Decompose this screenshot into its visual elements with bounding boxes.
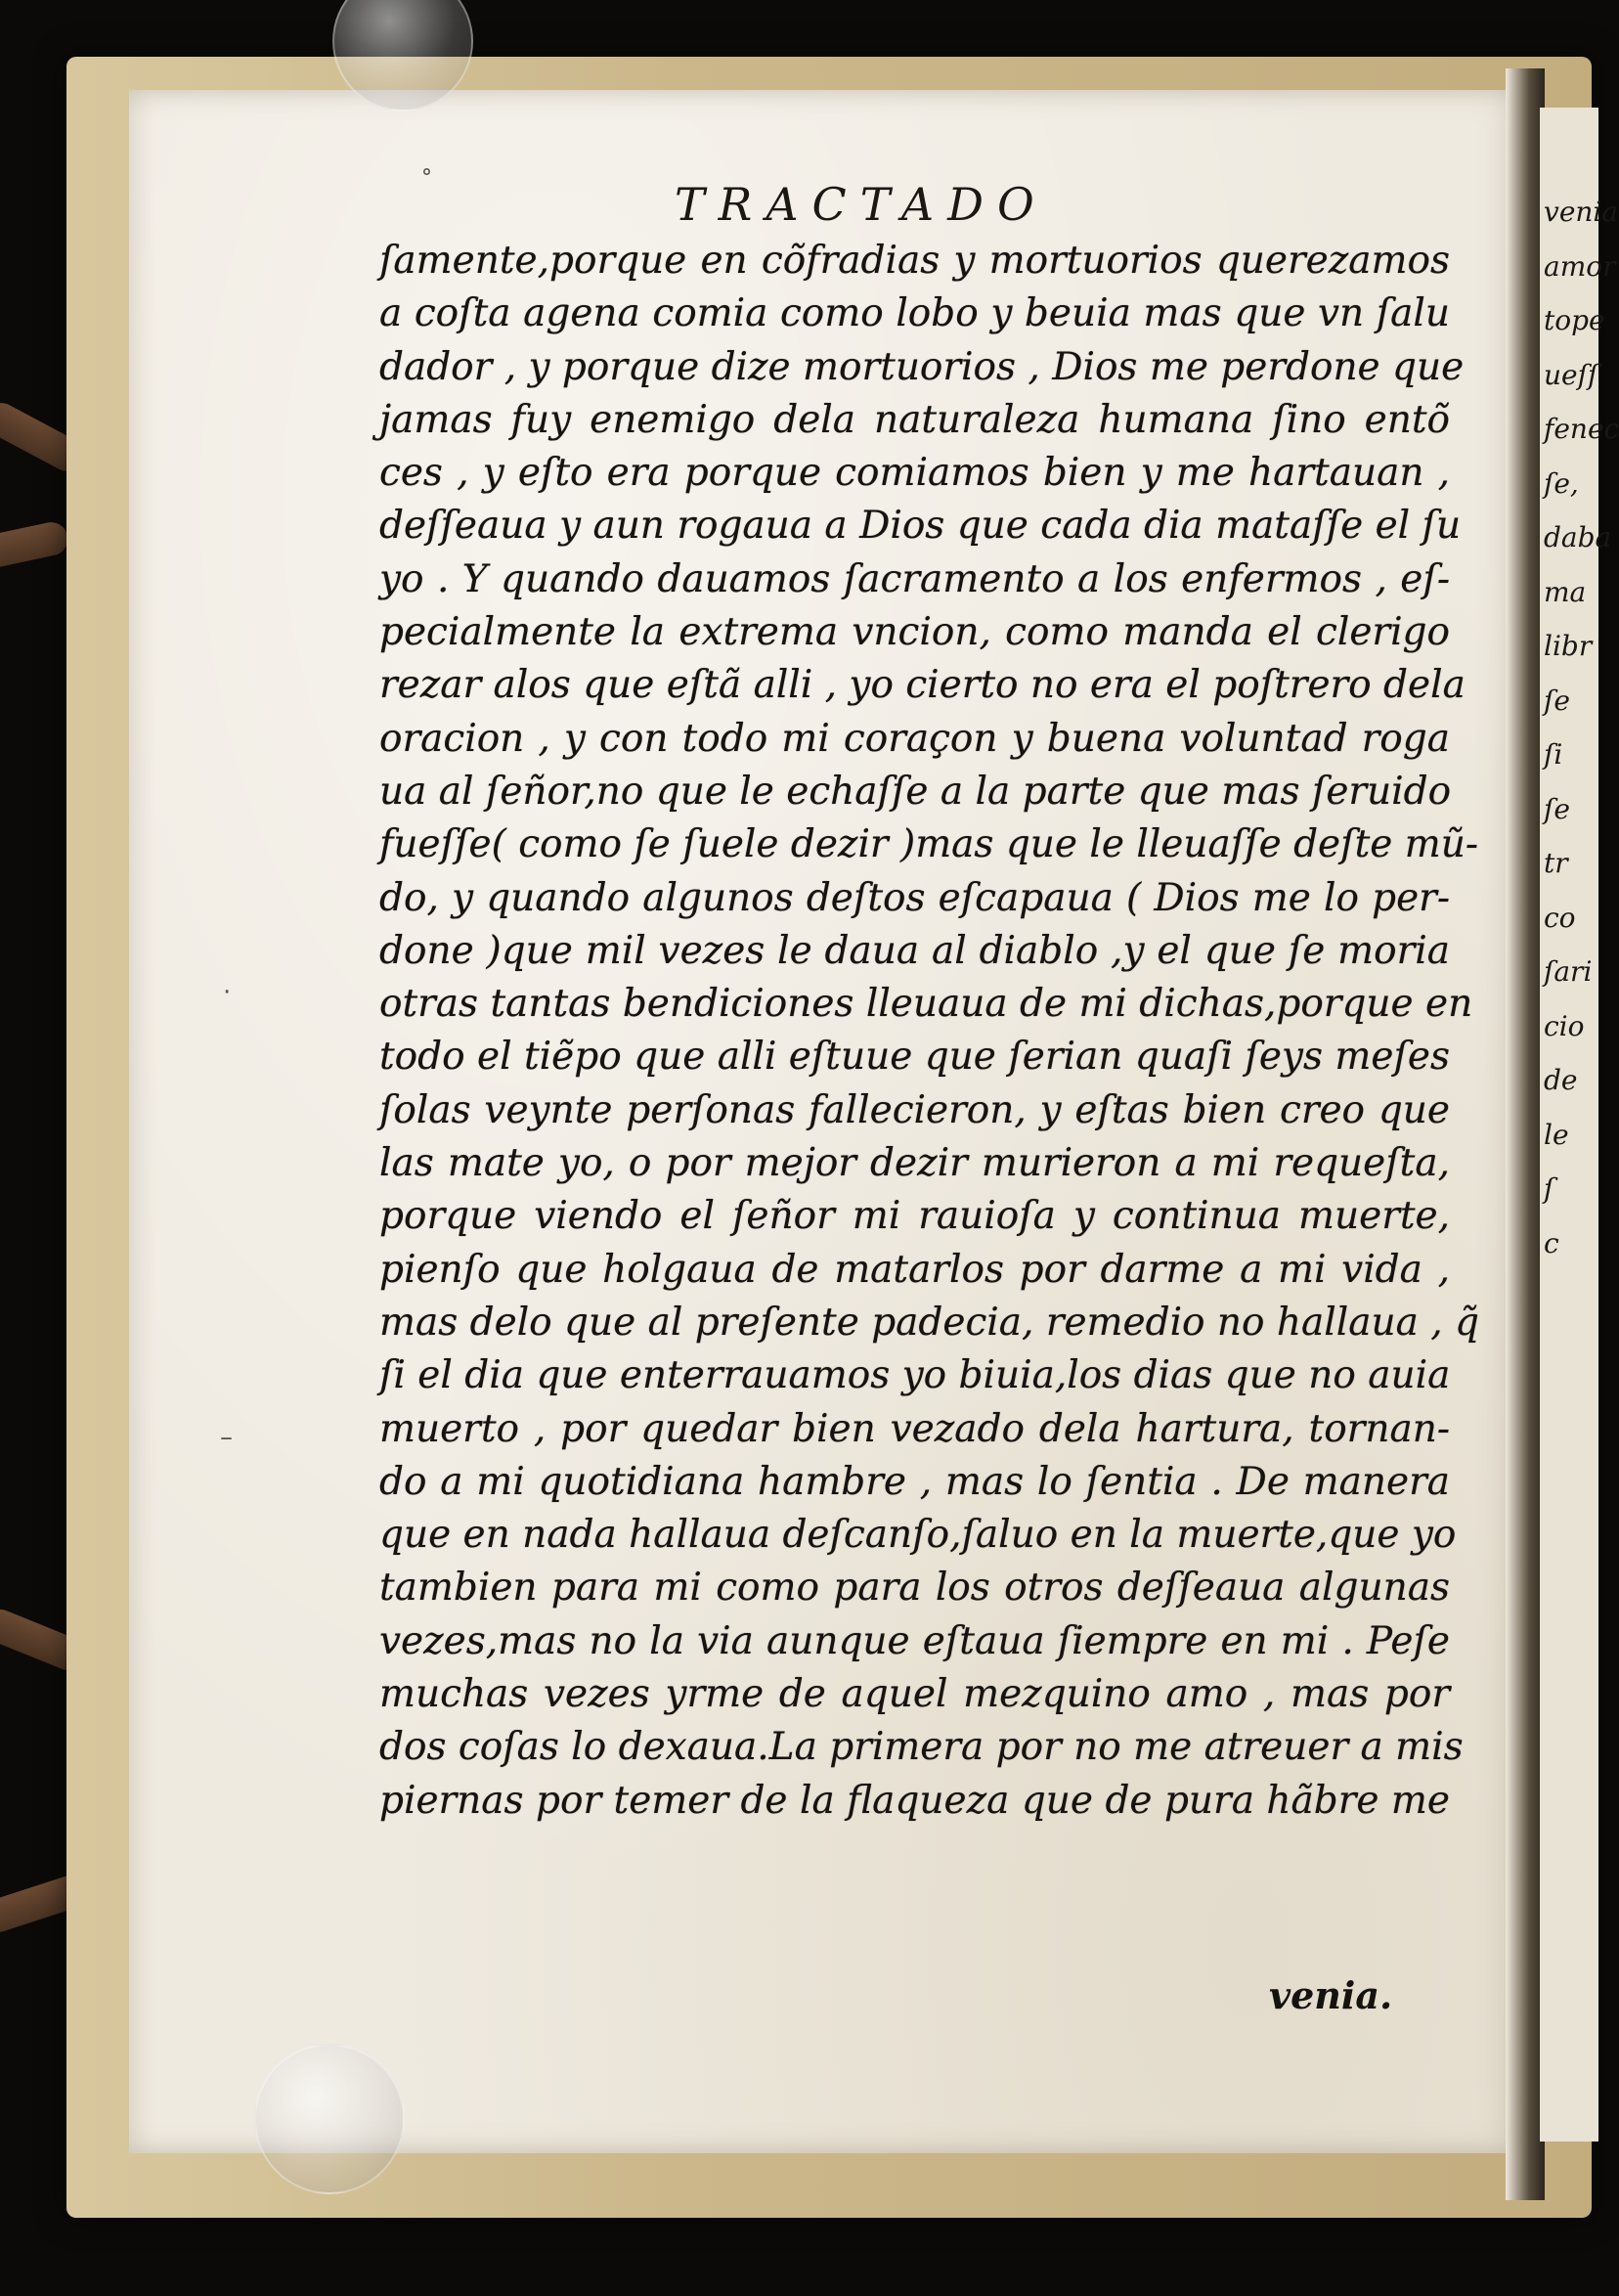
facing-page-fragment: ueſſ [1544,358,1598,391]
text-line: todo el tiẽpo que alli eſtuue que ſerian quaſi ſeys meſes [379,1035,1450,1080]
leather-tie [0,519,71,570]
ink-mark: – [220,1423,233,1452]
text-line: muchas vezes yrme de aquel mezquino amo , mas por [379,1672,1450,1717]
facing-page-fragment: cio [1544,1009,1585,1042]
facing-page-fragment: tope [1544,304,1605,336]
text-line: ſamente,porque en cõfradias y mortuorios querezamos [379,239,1450,283]
text-block [379,235,1480,1828]
text-line: pienſo que holgaua de matarlos por darme a mi vida , [379,1247,1450,1292]
ink-mark: ˚ [420,168,433,198]
text-line: tambien para mi como para los otros deſſeaua algunas [379,1566,1450,1611]
text-line: oracion , y con todo mi coraçon y buena voluntad roga [379,716,1450,761]
text-line: do, y quando algunos deſtos eſcapaua ( Dios me lo per- [379,875,1450,920]
text-line: que en nada hallaua deſcanſo,ſaluo en la muerte,que yo [379,1513,1457,1558]
facing-page-fragment: ſe [1544,684,1570,717]
facing-page-fragment: ſari [1544,955,1593,988]
running-head: TRACTADO [675,178,1048,231]
text-line: a coſta agena comia como lobo y beuia mas que vn ſalu [379,291,1450,336]
text-line: fueſſe( como ſe ſuele dezir )mas que le lleuaſſe deſte mũ- [379,822,1478,867]
facing-page-fragment: daba [1544,521,1612,553]
text-line: dos coſas lo dexaua.La primera por no me atreuer a mis [379,1725,1464,1770]
facing-page-fragment: amor [1544,249,1616,283]
catchword: venia. [1269,1973,1393,2017]
facing-page-edge [1540,108,1619,2141]
facing-page-fragment: ſ [1544,1172,1554,1205]
text-line: porque viendo el ſeñor mi rauioſa y continua muerte, [379,1194,1450,1239]
text-line: ſolas veynte perſonas fallecieron, y eſtas bien creo que [379,1087,1450,1132]
text-line: vezes,mas no la via aunque eſtaua ſiempre en mi . Peſe [379,1618,1450,1663]
text-line: deſſeaua y aun rogaua a Dios que cada dia mataſſe el ſu [379,504,1462,549]
text-line: jamas fuy enemigo dela naturaleza humana ſino entõ [379,397,1450,442]
facing-page-fragment: de [1544,1064,1578,1096]
text-line: ua al ſeñor,no que le echaſſe a la parte que mas ſeruido [379,769,1452,814]
facing-page-fragment: ſi [1544,738,1563,771]
text-line: ſi el dia que enterrauamos yo biuia,los dias que no auia [379,1353,1451,1398]
facing-page-fragment: le [1544,1118,1569,1151]
text-line: dador , y porque dize mortuorios , Dios me perdone que [379,344,1465,389]
text-line: las mate yo, o por mejor dezir murieron a mi requeſta, [379,1141,1450,1186]
facing-page-fragment: ſe, [1544,466,1579,500]
page-gutter [1506,68,1545,2200]
text-line: ces , y eſto era porque comiamos bien y me hartauan , [379,451,1450,496]
text-line: pecialmente la extrema vncion, como manda el clerigo [379,610,1450,655]
ink-mark: · [223,978,232,1007]
facing-page-fragment: ſe [1544,792,1570,825]
facing-page-fragment: venia [1544,196,1619,228]
text-line: piernas por temer de la flaqueza que de pura hãbre me [379,1778,1450,1823]
glass-clip [254,2044,405,2194]
facing-page-fragment: c [1544,1226,1559,1259]
facing-page-fragment: ma [1544,575,1587,608]
facing-page-fragment: tr [1544,847,1568,879]
facing-page-fragment: libr [1544,630,1593,662]
facing-page-fragment: fenec [1544,413,1619,445]
text-line: otras tantas bendiciones lleuaua de mi dichas,porque en [379,982,1473,1027]
text-line: do a mi quotidiana hambre , mas lo ſentia . De manera [379,1459,1450,1504]
text-line: muerto , por quedar bien vezado dela hartura, tornan- [379,1406,1450,1451]
text-line: done )que mil vezes le daua al diablo ,y el que ſe moria [379,928,1450,973]
text-line: yo . Y quando dauamos ſacramento a los enfermos , eſ- [379,556,1450,601]
facing-page-fragment: co [1544,901,1576,934]
text-line: rezar alos que eſtã alli , yo cierto no era el poſtrero dela [379,663,1466,708]
text-line: mas delo que al preſente padecia, remedio no hallaua , q̃ [379,1300,1480,1345]
